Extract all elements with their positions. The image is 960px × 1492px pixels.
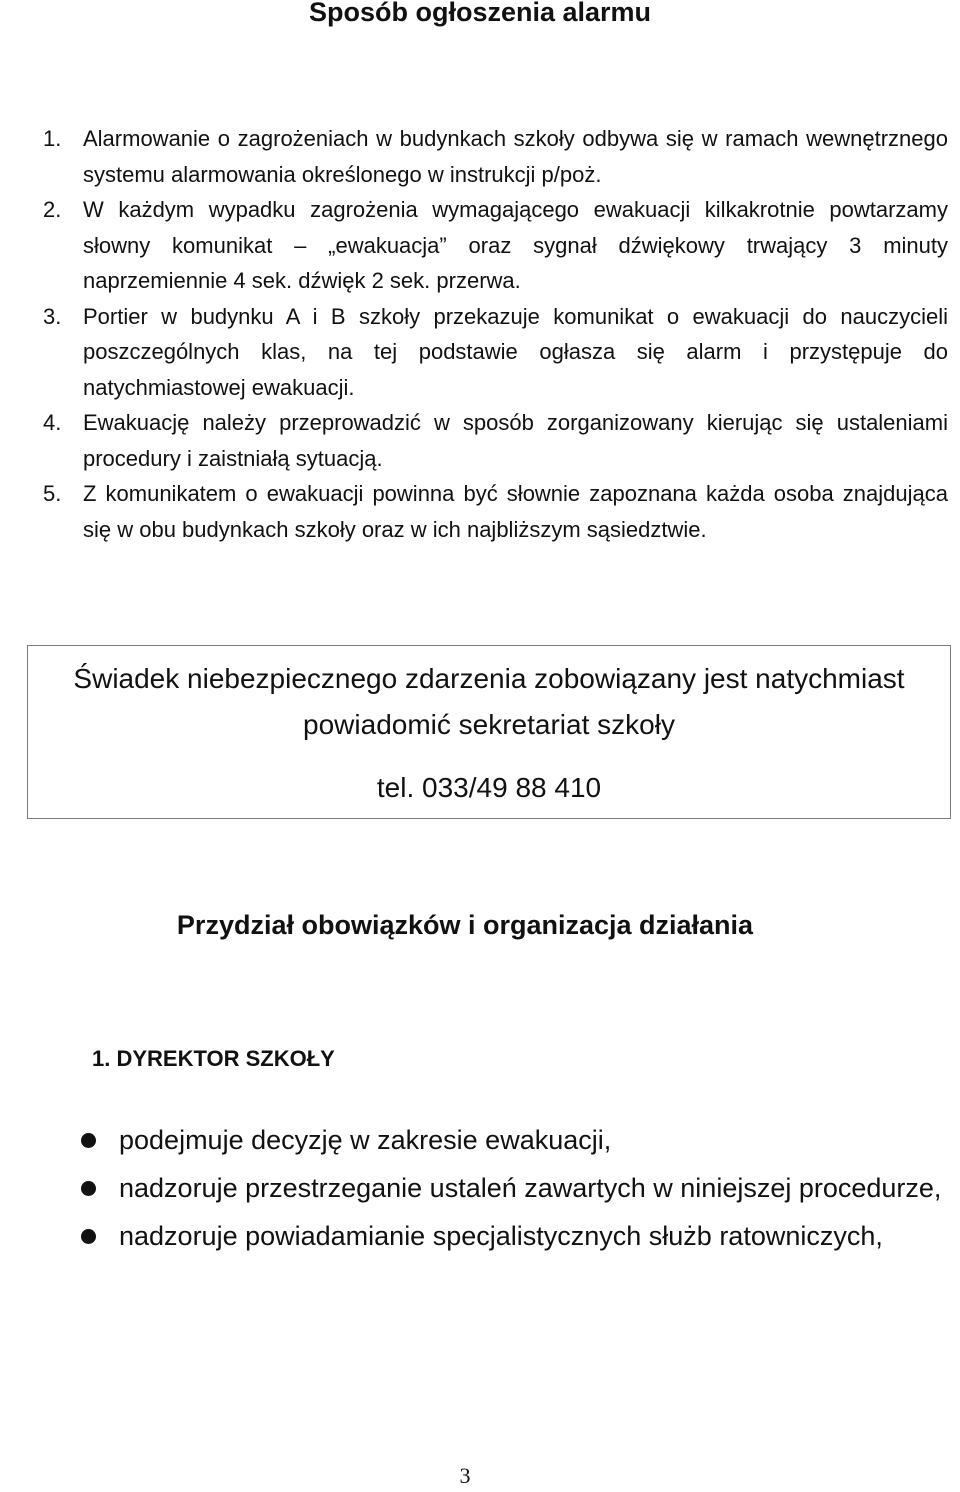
list-item xyxy=(0,192,960,299)
list-item xyxy=(0,1165,960,1212)
list-item xyxy=(0,476,960,547)
emergency-phone-number: tel. 033/49 88 410 xyxy=(376,772,602,803)
list-item-number: 3. xyxy=(43,303,62,329)
bullet-icon xyxy=(81,1133,96,1148)
section-heading: Przydział obowiązków i organizacja działania xyxy=(176,910,754,940)
duties-list xyxy=(0,1117,960,1261)
page-number: 3 xyxy=(459,1463,471,1488)
list-item-number: 2. xyxy=(43,197,62,222)
list-item xyxy=(0,299,960,406)
emergency-notice-box xyxy=(27,645,951,819)
list-item-text: nadzoruje powiadamianie specjalistycznych służb ratowniczych, xyxy=(119,1221,883,1251)
page-title: Sposób ogłoszenia alarmu xyxy=(308,0,652,27)
list-item-number: 1. xyxy=(43,126,62,151)
list-item-text: Alarmowanie o zagrożeniach w budynkach szkoły odbywa się w ramach wewnętrznego systemu alarmowania określonego w instrukcji p/poż. xyxy=(83,126,948,187)
list-item xyxy=(0,1117,960,1164)
alarm-steps-list xyxy=(0,121,960,547)
bullet-icon xyxy=(81,1229,96,1244)
bullet-icon xyxy=(81,1181,96,1196)
list-item-text: podejmuje decyzję w zakresie ewakuacji, xyxy=(119,1125,612,1155)
list-item-number: 4. xyxy=(43,410,62,435)
list-item-text: Portier w budynku A i B szkoły przekazuje komunikat o ewakuacji do nauczycieli poszczególnych klas, na tej podstawie ogłasza się alarm i przystępuje do natychmiastowej ewakuacji. xyxy=(83,303,948,400)
list-item xyxy=(0,405,960,476)
role-heading: 1. DYREKTOR SZKOŁY xyxy=(92,1046,335,1071)
list-item-text: Z komunikatem o ewakuacji powinna być słownie zapoznana każda osoba znajdująca się w obu budynkach szkoły oraz w ich najbliższym sąsiedztwie. xyxy=(83,481,948,542)
list-item xyxy=(0,1213,960,1260)
list-item-text: nadzoruje przestrzeganie ustaleń zawartych w niniejszej procedurze, xyxy=(119,1173,942,1203)
emergency-notice-message: Świadek niebezpiecznego zdarzenia zobowiązany jest natychmiast powiadomić sekretariat szkoły xyxy=(73,663,905,740)
list-item-text: Ewakuację należy przeprowadzić w sposób zorganizowany kierując się ustaleniami procedury i zaistniałą sytuacją. xyxy=(83,410,948,471)
list-item-text: W każdym wypadku zagrożenia wymagającego ewakuacji kilkakrotnie powtarzamy słowny komunikat – „ewakuacja” oraz sygnał dźwiękowy trwający 3 minuty naprzemiennie 4 sek. dźwięk 2 sek. przerwa. xyxy=(83,197,948,293)
list-item xyxy=(0,121,960,192)
list-item-number: 5. xyxy=(43,481,62,506)
